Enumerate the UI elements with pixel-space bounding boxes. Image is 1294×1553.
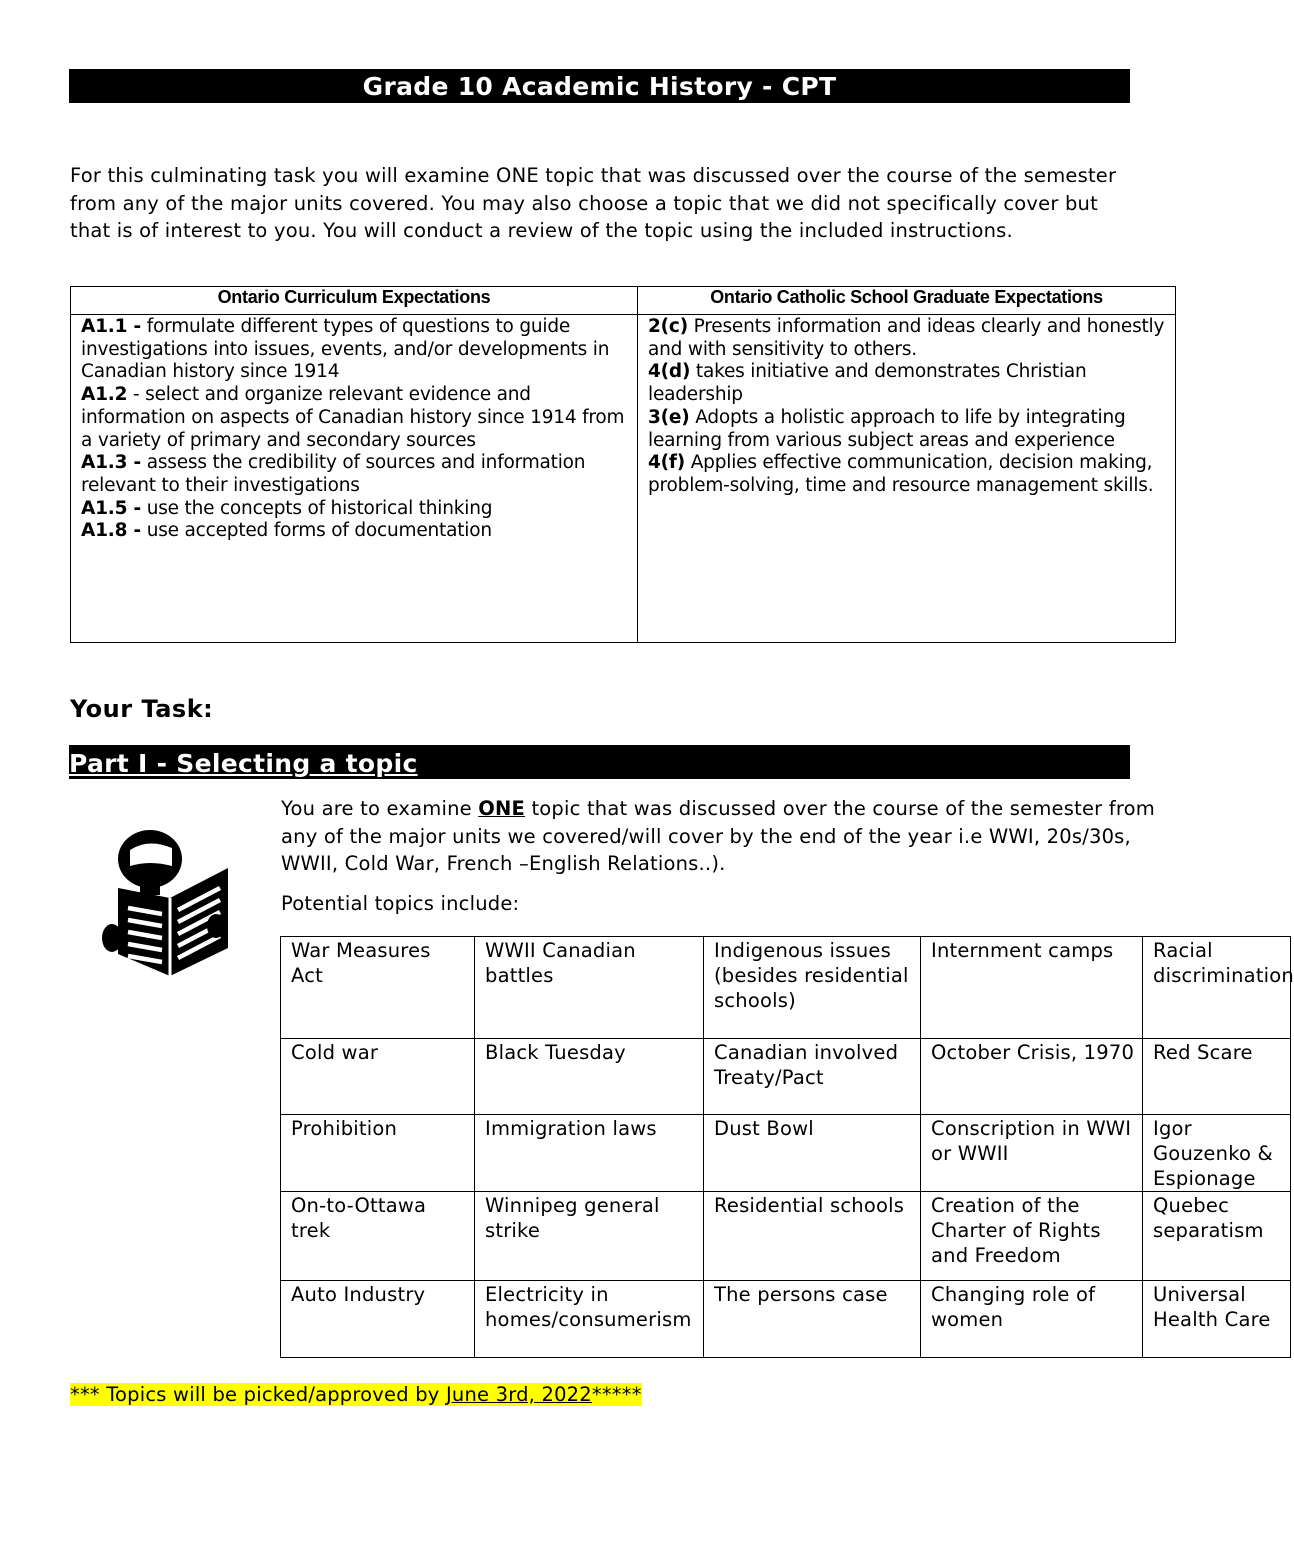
table-row (281, 1281, 1291, 1358)
catholic-item: 2(c) Presents information and ideas clearly and honestly and with sensitivity to others. (648, 316, 1165, 360)
table-row (281, 1039, 1291, 1115)
curriculum-header: Ontario Curriculum Expectations (71, 287, 638, 315)
task-heading: Your Task: (70, 695, 214, 723)
document-title: Grade 10 Academic History - CPT (69, 69, 1130, 103)
intro-paragraph: For this culminating task you will examine ONE topic that was discussed over the course of the semester from any of the major units covered. You may also choose a topic that we did not specifically cover but that is of interest to you. You will conduct a review of the topic using the included instructions. (70, 164, 1117, 242)
topic-cell: Conscription in WWI or WWII (921, 1115, 1143, 1192)
catholic-header: Ontario Catholic School Graduate Expectations (638, 287, 1176, 315)
curriculum-cell (71, 315, 638, 643)
topic-cell: Quebec separatism (1143, 1192, 1291, 1281)
topic-cell: Indigenous issues (besides residential schools) (704, 937, 921, 1039)
topic-cell: Winnipeg general strike (475, 1192, 704, 1281)
person-reading-newspaper-icon (100, 826, 235, 981)
curriculum-item: A1.2 - select and organize relevant evidence and information on aspects of Canadian history since 1914 from a variety of primary and secondary sources (81, 384, 625, 451)
table-row (281, 1192, 1291, 1281)
topic-cell: Changing role of women (921, 1281, 1143, 1358)
topic-cell: Racial discrimination (1143, 937, 1291, 1039)
topic-cell: Internment camps (921, 937, 1143, 1039)
topic-cell: October Crisis, 1970 (921, 1039, 1143, 1115)
topic-cell: Dust Bowl (704, 1115, 921, 1192)
topic-cell: Igor Gouzenko & Espionage (1143, 1115, 1291, 1192)
topics-table (280, 936, 1294, 1358)
part1-heading: Part I - Selecting a topic (69, 745, 1130, 779)
topic-cell: Auto Industry (281, 1281, 475, 1358)
topic-cell: Electricity in homes/consumerism (475, 1281, 704, 1358)
catholic-item: 4(f) Applies effective communication, decision making, problem-solving, time and resource management skills. (648, 452, 1154, 496)
topic-cell: Prohibition (281, 1115, 475, 1192)
table-row (281, 937, 1291, 1039)
curriculum-item: A1.8 - use accepted forms of documentation (81, 520, 492, 542)
topic-cell: Universal Health Care (1143, 1281, 1291, 1358)
curriculum-item: A1.1 - formulate different types of questions to guide investigations into issues, events, and/or developments in Canadian history since 1914 (81, 316, 610, 383)
catholic-item: 3(e) Adopts a holistic approach to life by integrating learning from various subject areas and experience (648, 406, 1126, 451)
topic-cell: Cold war (281, 1039, 475, 1115)
curriculum-item: A1.5 - use the concepts of historical thinking (81, 497, 493, 519)
topic-cell: Red Scare (1143, 1039, 1291, 1115)
topic-cell: Immigration laws (475, 1115, 704, 1192)
topic-cell: Canadian involved Treaty/Pact (704, 1039, 921, 1115)
deadline-note: *** Topics will be picked/approved by June 3rd, 2022***** (70, 1383, 642, 1406)
topics-table-wrapper (280, 936, 1294, 1346)
expectations-table (70, 286, 1176, 643)
table-row (281, 1115, 1291, 1192)
part1-paragraph: You are to examine ONE topic that was discussed over the course of the semester from any of the major units we covered/will cover by the end of the year i.e WWI, 20s/30s, WWII, Cold War, French –English Relations..). (281, 797, 1155, 875)
catholic-item: 4(d) takes initiative and demonstrates Christian leadership (648, 361, 1087, 406)
curriculum-item: A1.3 - assess the credibility of sources and information relevant to their investigations (81, 452, 586, 496)
potential-topics-label: Potential topics include: (281, 892, 520, 915)
topic-cell: Black Tuesday (475, 1039, 704, 1115)
topic-cell: Residential schools (704, 1192, 921, 1281)
topic-cell: Creation of the Charter of Rights and Freedom (921, 1192, 1143, 1281)
topic-cell: The persons case (704, 1281, 921, 1358)
topic-cell: War Measures Act (281, 937, 475, 1039)
catholic-cell (638, 315, 1176, 643)
topic-cell: On-to-Ottawa trek (281, 1192, 475, 1281)
deadline-date: June 3rd, 2022 (445, 1383, 592, 1406)
topic-cell: WWII Canadian battles (475, 937, 704, 1039)
